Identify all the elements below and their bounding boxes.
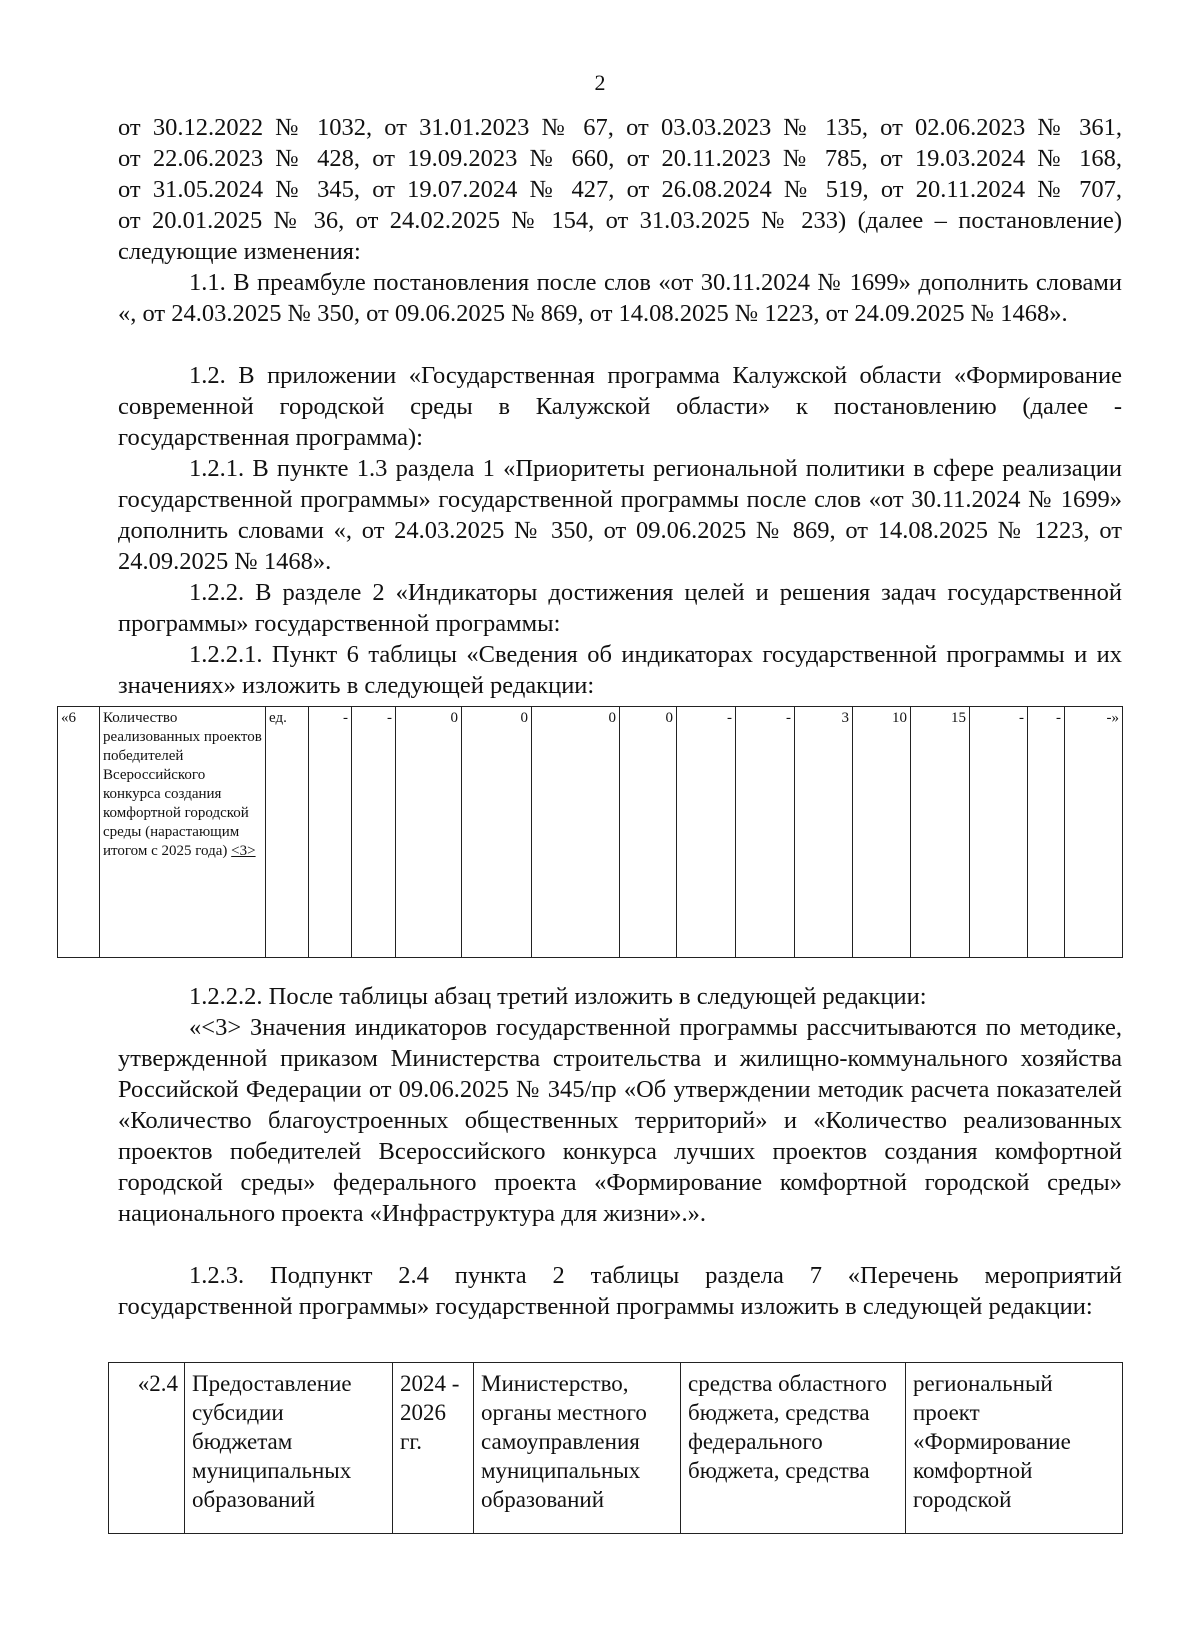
- value-cell: 0: [532, 707, 620, 958]
- value-cell: 10: [853, 707, 911, 958]
- value-cell: 15: [911, 707, 970, 958]
- value-cell: -»: [1065, 707, 1123, 958]
- intro-line: от 20.01.2025 № 36, от 24.02.2025 № 154, от 31.03.2025 № 233) (далее – постановление): [118, 207, 1122, 234]
- paragraph-1-2-2-2: 1.2.2.2. После таблицы абзац третий изложить в следующей редакции:: [189, 983, 927, 1010]
- value-cell: -: [1028, 707, 1065, 958]
- intro-line: от 22.06.2023 № 428, от 19.09.2023 № 660, от 20.11.2023 № 785, от 19.03.2024 № 168,: [118, 145, 1122, 172]
- activity-name: Предоставление субсидии бюджетам муниципальных образований: [185, 1363, 393, 1534]
- activity-period: 2024 - 2026 гг.: [393, 1363, 474, 1534]
- intro-line: от 31.05.2024 № 345, от 19.07.2024 № 427, от 26.08.2024 № 519, от 20.11.2024 № 707,: [118, 176, 1122, 203]
- page-number: 2: [594, 70, 606, 95]
- intro-paragraph: [118, 112, 1122, 267]
- paragraph-1-2-2-1: 1.2.2.1. Пункт 6 таблицы «Сведения об индикаторах государственной программы и их значениях» изложить в следующей редакции:: [118, 641, 1122, 699]
- table-row: [58, 707, 1123, 958]
- value-cell: -: [352, 707, 396, 958]
- intro-line: следующие изменения:: [118, 238, 361, 265]
- footnote-link[interactable]: <3>: [231, 843, 256, 859]
- value-cell: 3: [795, 707, 853, 958]
- unit-cell: ед.: [266, 707, 309, 958]
- activity-executor: Министерство, органы местного самоуправления муниципальных образований: [474, 1363, 681, 1534]
- paragraph-1-1: 1.1. В преамбуле постановления после слов «от 30.11.2024 № 1699» дополнить словами «, от 24.03.2025 № 350, от 09.06.2025 № 869, от 14.08.2025 № 1223, от 24.09.2025 № 1468».: [118, 269, 1122, 327]
- value-cell: -: [677, 707, 736, 958]
- value-cell: 0: [620, 707, 677, 958]
- regional-project: региональный проект «Формирование комфортной городской: [906, 1363, 1123, 1534]
- row-number: «6: [58, 707, 100, 958]
- table-row: [109, 1363, 1123, 1534]
- value-cell: -: [309, 707, 352, 958]
- value-cell: 0: [396, 707, 462, 958]
- activity-table: [108, 1362, 1123, 1534]
- intro-line: от 30.12.2022 № 1032, от 31.01.2023 № 67, от 03.03.2023 № 135, от 02.06.2023 № 361,: [118, 114, 1122, 141]
- paragraph-note-3: «<3> Значения индикаторов государственной программы рассчитываются по методике, утвержденной приказом Министерства строительства и жилищно-коммунального хозяйства Российской Федерации от 09.06.2025 № 345/пр «Об утверждении методик расчета показателей «Количество благоустроенных общественных территорий» и «Количество реализованных проектов победителей Всероссийского конкурса лучших проектов создания комфортной городской среды» федерального проекта «Формирование комфортной городской среды» национального проекта «Инфраструктура для жизни».».: [118, 1014, 1122, 1227]
- row-number: «2.4: [109, 1363, 185, 1534]
- value-cell: -: [970, 707, 1028, 958]
- indicator-table: [57, 706, 1123, 958]
- paragraph-1-2-3: 1.2.3. Подпункт 2.4 пункта 2 таблицы раздела 7 «Перечень мероприятий государственной программы» государственной программы изложить в следующей редакции:: [118, 1262, 1122, 1320]
- paragraph-1-2-2: 1.2.2. В разделе 2 «Индикаторы достижения целей и решения задач государственной программы» государственной программы:: [118, 579, 1122, 637]
- paragraph-1-2: 1.2. В приложении «Государственная программа Калужской области «Формирование современной городской среды в Калужской области» к постановлению (далее - государственная программа):: [118, 362, 1122, 451]
- value-cell: -: [736, 707, 795, 958]
- indicator-name: [100, 707, 266, 958]
- indicator-name-text: Количество реализованных проектов победителей Всероссийского конкурса создания комфортной городской среды (нарастающим итогом с 2025 года): [103, 710, 262, 859]
- paragraph-1-2-1: 1.2.1. В пункте 1.3 раздела 1 «Приоритеты региональной политики в сфере реализации государственной программы» государственной программы после слов «от 30.11.2024 № 1699» дополнить словами «, от 24.03.2025 № 350, от 09.06.2025 № 869, от 14.08.2025 № 1223, от 24.09.2025 № 1468».: [118, 455, 1122, 575]
- value-cell: 0: [462, 707, 532, 958]
- funding-source: средства областного бюджета, средства федерального бюджета, средства: [681, 1363, 906, 1534]
